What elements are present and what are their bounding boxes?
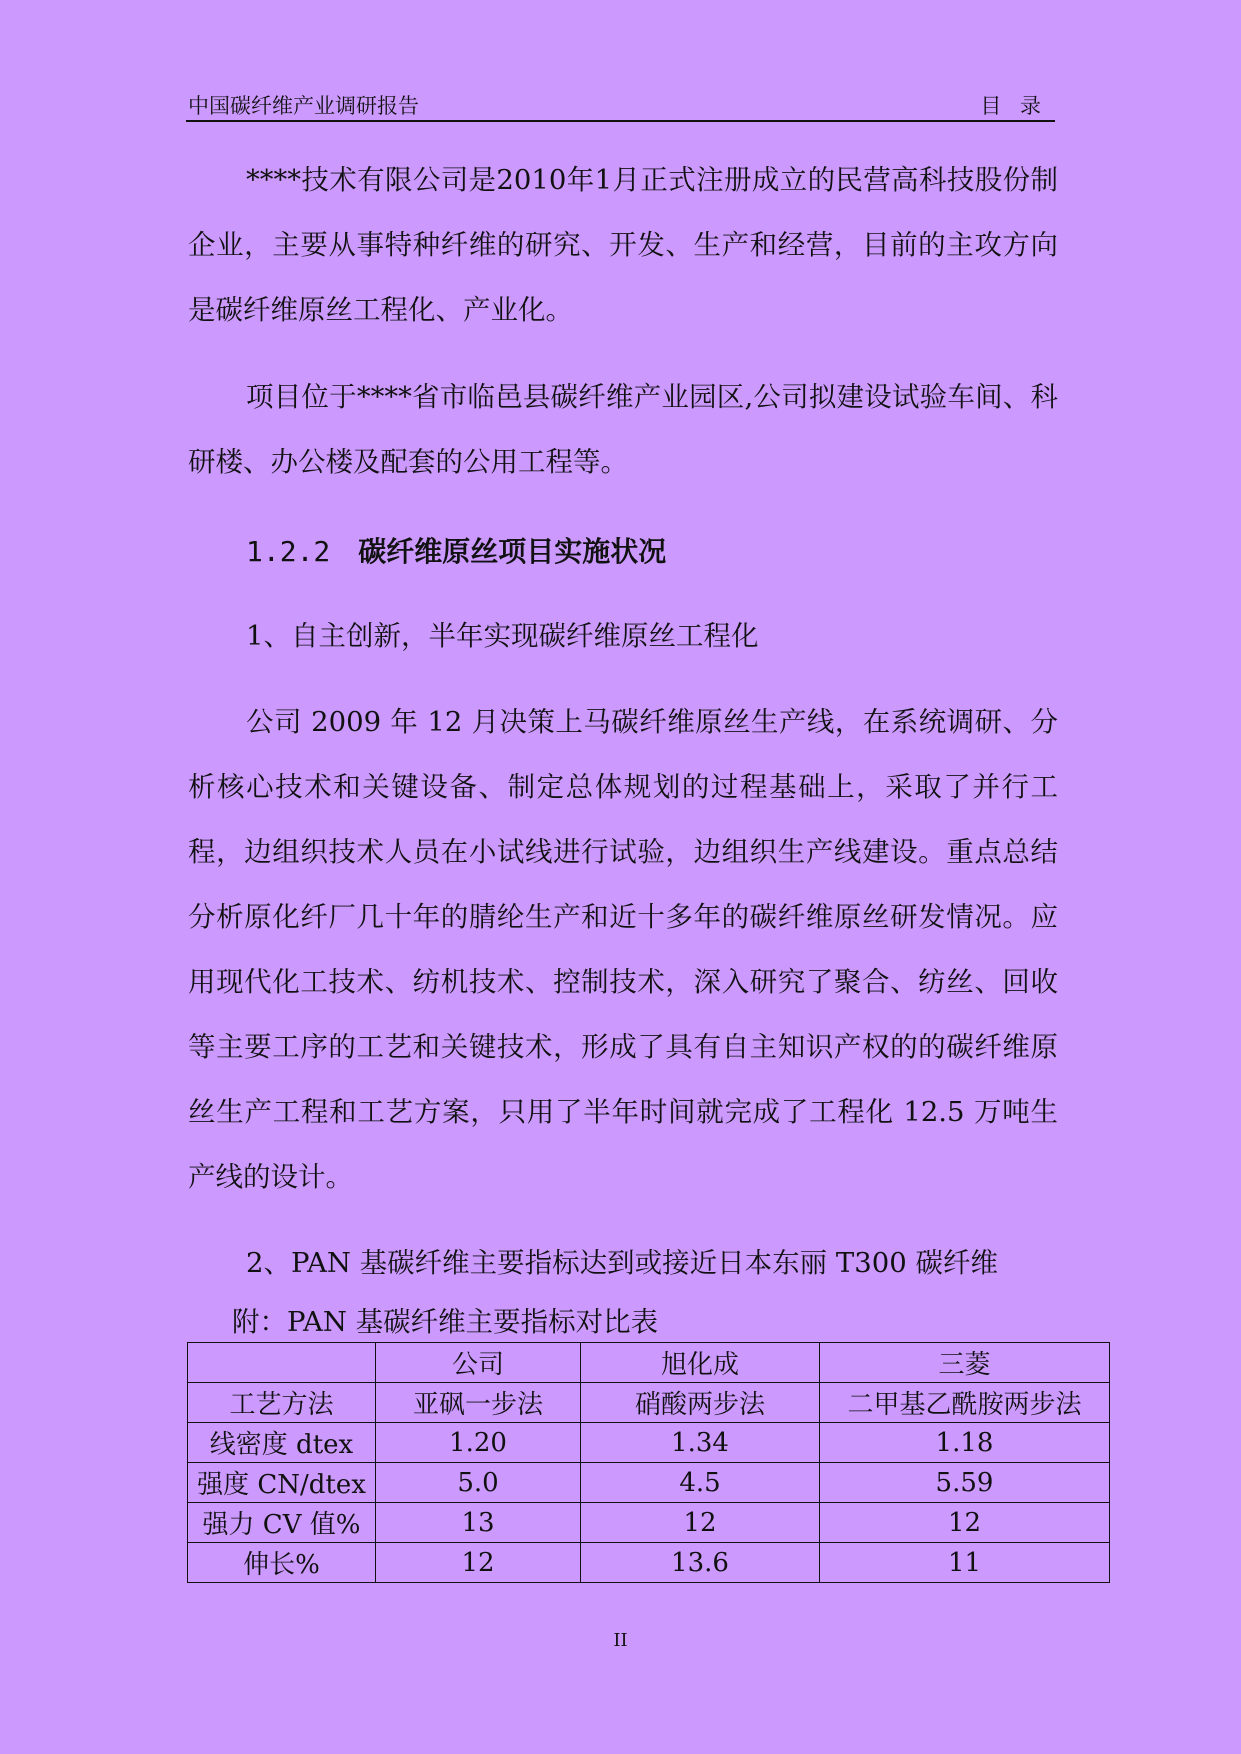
section-number: 1.2.2 [246, 535, 331, 568]
page-header [186, 86, 1055, 122]
table-cell: 11 [820, 1543, 1110, 1583]
table-cell: 硝酸两步法 [581, 1383, 820, 1423]
table-header-cell: 公司 [376, 1343, 581, 1383]
table-header-cell: 旭化成 [581, 1343, 820, 1383]
page-number: II [613, 1630, 628, 1651]
table-cell: 4.5 [581, 1463, 820, 1503]
table-cell: 二甲基乙酰胺两步法 [820, 1383, 1110, 1423]
paragraph-company-intro: ****技术有限公司是2010年1月正式注册成立的民营高科技股份制企业，主要从事特种纤维的研究、开发、生产和经营，目前的主攻方向是碳纤维原丝工程化、产业化。 [188, 164, 1058, 326]
section-heading [246, 530, 666, 570]
table-row [188, 1463, 1110, 1503]
table-row-label: 线密度 dtex [188, 1423, 376, 1463]
table-cell: 1.18 [820, 1423, 1110, 1463]
comparison-table [187, 1342, 1110, 1583]
subheading-2: 2、PAN 基碳纤维主要指标达到或接近日本东丽 T300 碳纤维 [246, 1247, 998, 1279]
header-title: 中国碳纤维产业调研报告 [188, 94, 419, 118]
table-row [188, 1383, 1110, 1423]
paragraph-project-location: 项目位于****省市临邑县碳纤维产业园区,公司拟建设试验车间、科研楼、办公楼及配套的公用工程等。 [188, 381, 1058, 478]
table-cell: 12 [581, 1503, 820, 1543]
table-row [188, 1543, 1110, 1583]
section-title: 碳纤维原丝项目实施状况 [358, 535, 667, 568]
header-section: 目 录 [980, 94, 1047, 118]
table-cell: 5.0 [376, 1463, 581, 1503]
table-cell: 1.34 [581, 1423, 820, 1463]
table-row [188, 1423, 1110, 1463]
table-row-label: 强度 CN/dtex [188, 1463, 376, 1503]
table-row [188, 1343, 1110, 1383]
table-row-label: 工艺方法 [188, 1383, 376, 1423]
table-cell: 1.20 [376, 1423, 581, 1463]
table-cell: 13 [376, 1503, 581, 1543]
subheading-1: 1、自主创新，半年实现碳纤维原丝工程化 [246, 620, 759, 652]
table-cell [188, 1343, 376, 1383]
table-caption: 附：PAN 基碳纤维主要指标对比表 [232, 1306, 659, 1338]
table-cell: 12 [376, 1543, 581, 1583]
table-header-cell: 三菱 [820, 1343, 1110, 1383]
table-row-label: 伸长% [188, 1543, 376, 1583]
table-row [188, 1503, 1110, 1543]
paragraph-implementation: 公司 2009 年 12 月决策上马碳纤维原丝生产线，在系统调研、分析核心技术和关键设备、制定总体规划的过程基础上，采取了并行工程，边组织技术人员在小试线进行试验，边组织生产线建设。重点总结分析原化纤厂几十年的腈纶生产和近十多年的碳纤维原丝研发情况。应用现代化工技术、纺机技术、控制技术，深入研究了聚合、纺丝、回收等主要工序的工艺和关键技术，形成了具有自主知识产权的的碳纤维原丝生产工程和工艺方案，只用了半年时间就完成了工程化 12.5 万吨生产线的设计。 [188, 706, 1058, 1193]
table-cell: 亚砜一步法 [376, 1383, 581, 1423]
table-cell: 13.6 [581, 1543, 820, 1583]
table-row-label: 强力 CV 值% [188, 1503, 376, 1543]
table-cell: 5.59 [820, 1463, 1110, 1503]
table-cell: 12 [820, 1503, 1110, 1543]
